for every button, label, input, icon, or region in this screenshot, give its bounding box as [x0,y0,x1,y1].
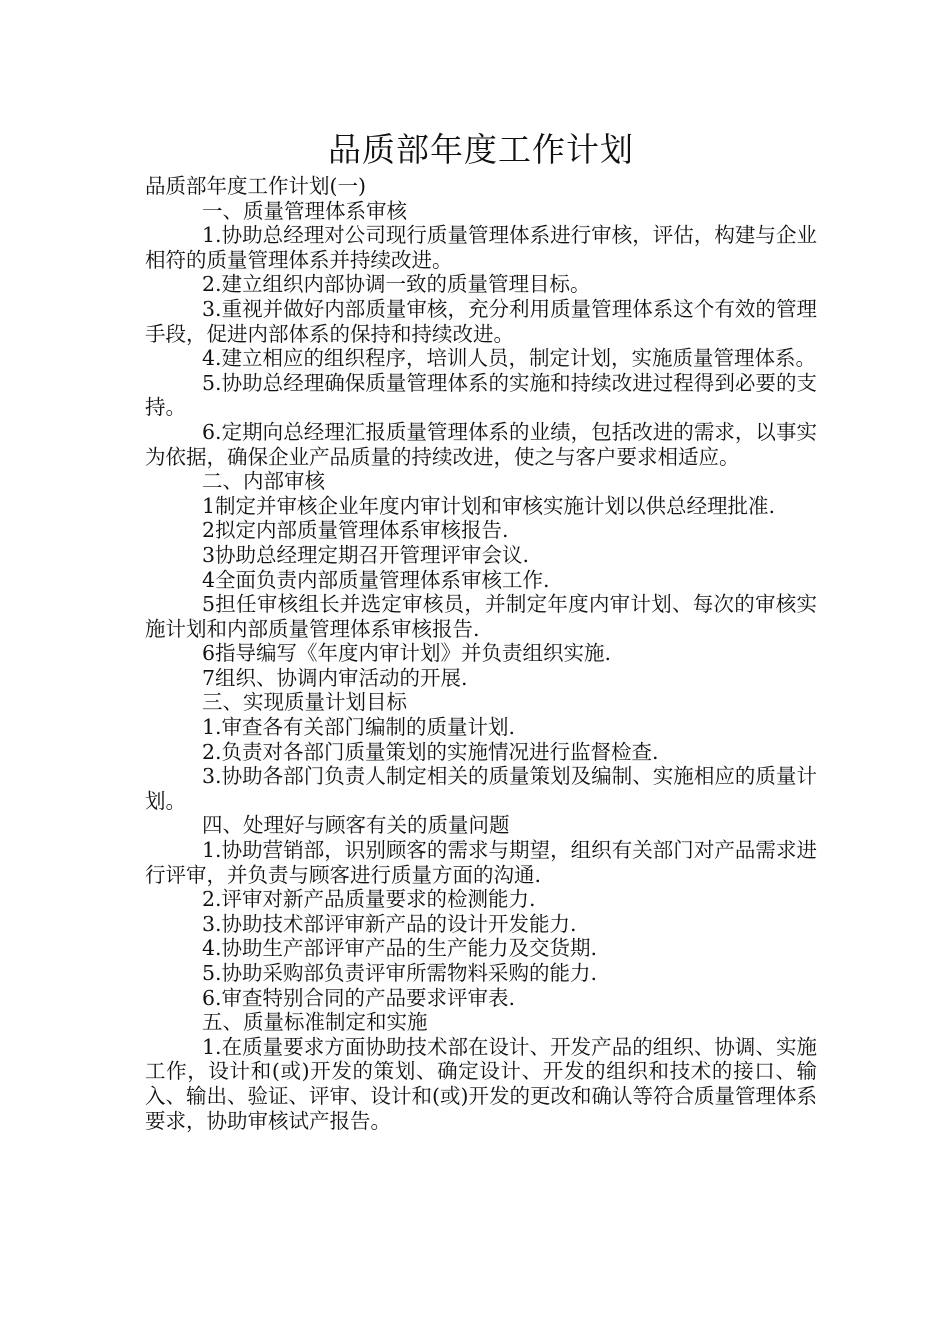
paragraph: 1.协助总经理对公司现行质量管理体系进行审核，评估，构建与企业相符的质量管理体系并持续改进。 [145,223,817,272]
paragraph: 1制定并审核企业年度内审计划和审核实施计划以供总经理批准. [202,493,776,518]
section-heading: 三、实现质量计划目标 [202,690,407,715]
paragraph: 5担任审核组长并选定审核员，并制定年度内审计划、每次的审核实施计划和内部质量管理体系审核报告. [145,592,817,641]
paragraph: 2拟定内部质量管理体系审核报告. [202,518,509,543]
paragraph: 4.协助生产部评审产品的生产能力及交货期. [202,936,598,961]
section-heading: 二、内部审核 [202,469,325,494]
paragraph: 1.审查各有关部门编制的质量计划. [202,715,516,740]
paragraph: 3协助总经理定期召开管理评审会议. [202,542,530,567]
paragraph: 6.审查特别合同的产品要求评审表. [202,985,516,1010]
paragraph: 2.建立组织内部协调一致的质量管理目标。 [202,272,591,297]
paragraph: 5.协助采购部负责评审所需物料采购的能力. [202,961,598,985]
document-page [145,128,817,1133]
document-title: 品质部年度工作计划 [328,130,634,169]
paragraph: 2.评审对新产品质量要求的检测能力. [202,887,536,912]
paragraph: 7组织、协调内审活动的开展. [202,665,468,690]
paragraph: 3.重视并做好内部质量审核，充分利用质量管理体系这个有效的管理手段，促进内部体系的保持和持续改进。 [145,296,817,346]
paragraph: 4.建立相应的组织程序，培训人员，制定计划，实施质量管理体系。 [202,346,817,371]
paragraph: 6.定期向总经理汇报质量管理体系的业绩，包括改进的需求，以事实为依据，确保企业产品质量的持续改进，使之与客户要求相适应。 [145,419,817,469]
paragraph: 1.在质量要求方面协助技术部在设计、开发产品的组织、协调、实施工作，设计和(或)开发的策划、确定设计、开发的组织和技术的接口、输入、输出、验证、评审、设计和(或)开发的更改和确认等符合质量管理体系要求，协助审核试产报告。 [145,1034,817,1133]
section-heading: 四、处理好与顾客有关的质量问题 [202,813,510,838]
section-heading: 五、质量标准制定和实施 [202,1010,428,1035]
document-subtitle: 品质部年度工作计划(一) [145,174,366,198]
paragraph: 1.协助营销部，识别顾客的需求与期望，组织有关部门对产品需求进行评审，并负责与顾客进行质量方面的沟通. [145,838,817,887]
paragraph: 4全面负责内部质量管理体系审核工作. [202,567,550,592]
paragraph: 6指导编写《年度内审计划》并负责组织实施. [202,641,612,666]
paragraph: 2.负责对各部门质量策划的实施情况进行监督检查. [202,739,659,764]
paragraph: 5.协助总经理确保质量管理体系的实施和持续改进过程得到必要的支持。 [145,370,817,420]
paragraph: 3.协助各部门负责人制定相关的质量策划及编制、实施相应的质量计划。 [145,764,817,813]
paragraph: 3.协助技术部评审新产品的设计开发能力. [202,911,577,936]
section-heading: 一、质量管理体系审核 [202,198,407,223]
